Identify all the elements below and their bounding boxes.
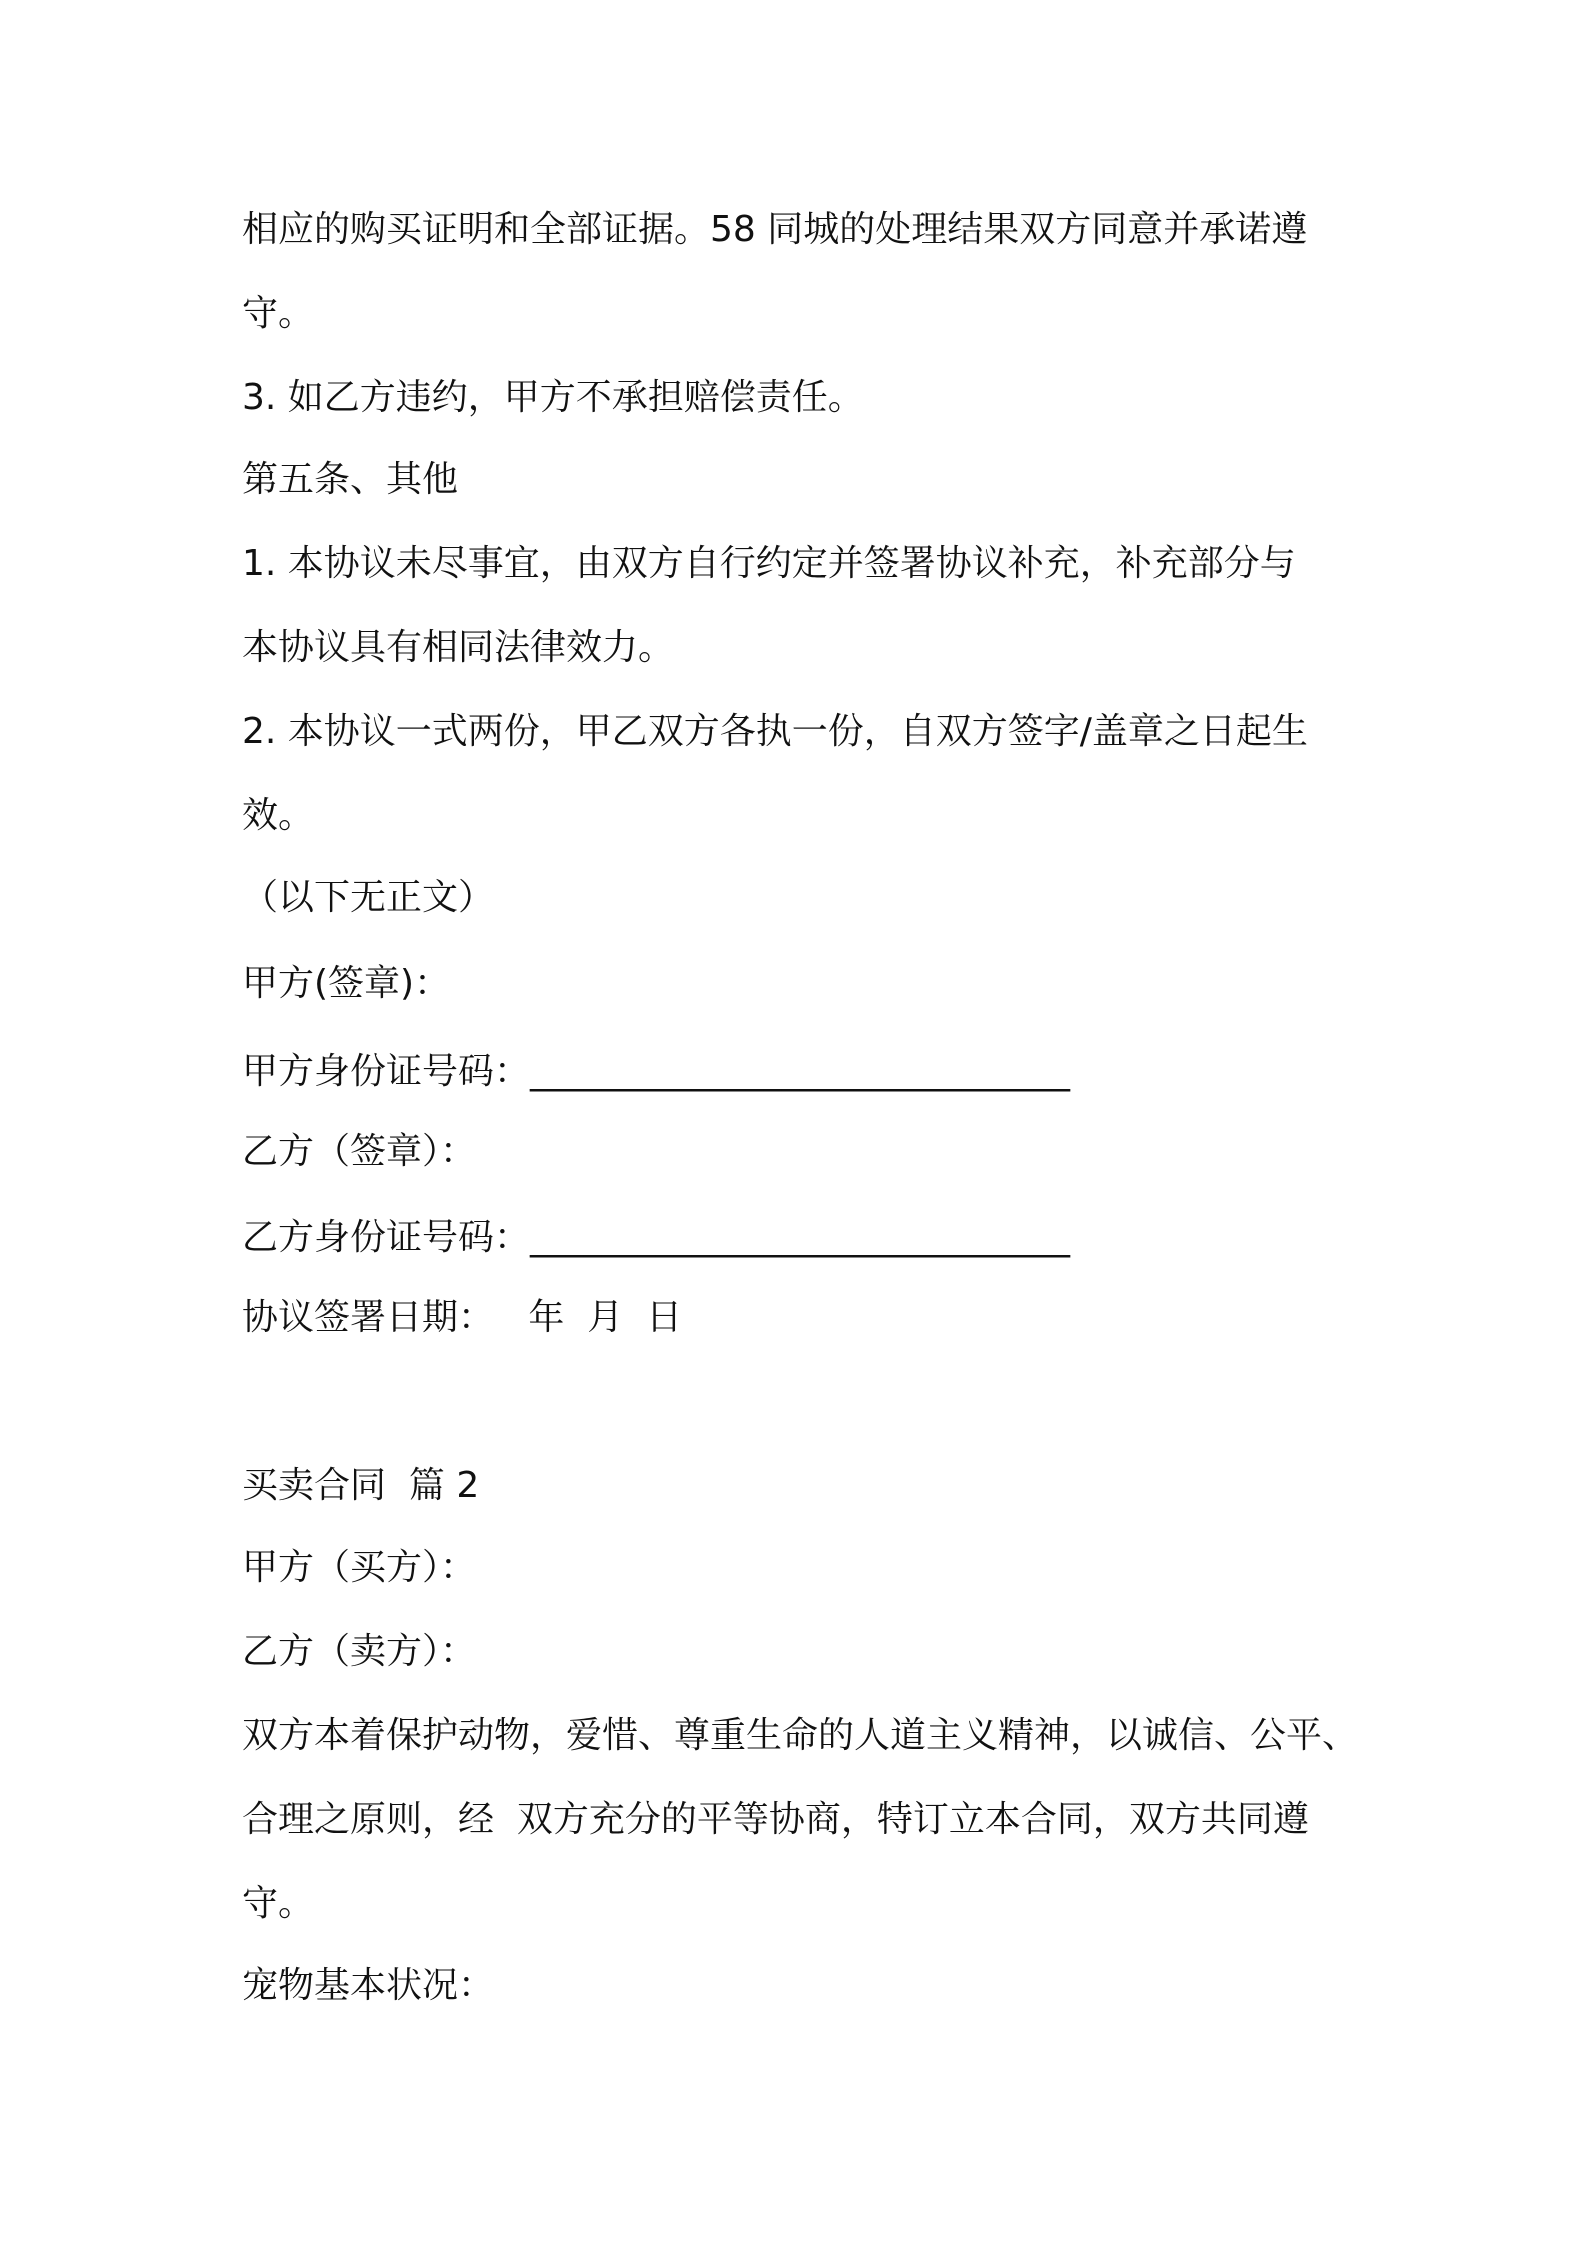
paragraph-line: 效。 — [242, 795, 315, 836]
paragraph-line: 3. 如乙方违约，甲方不承担赔偿责任。 — [242, 377, 864, 418]
id-number-line: 甲方身份证号码：______________________________ — [242, 1051, 1071, 1092]
signature-line: 乙方（签章）： — [242, 1131, 477, 1172]
paragraph-line: （以下无正文） — [242, 877, 495, 918]
party-line: 乙方（卖方）： — [242, 1631, 477, 1672]
paragraph-line: 守。 — [242, 1883, 315, 1924]
paragraph-line: 守。 — [242, 293, 315, 334]
section-heading: 宠物基本状况： — [242, 1965, 495, 2006]
date-line: 协议签署日期： 年 月 日 — [242, 1297, 683, 1338]
party-line: 甲方（买方）： — [242, 1547, 477, 1588]
paragraph-line: 本协议具有相同法律效力。 — [242, 627, 675, 668]
contract-heading: 买卖合同 篇 2 — [242, 1465, 480, 1506]
paragraph-line: 1. 本协议未尽事宜，由双方自行约定并签署协议补充，补充部分与 — [242, 543, 1296, 584]
id-number-line: 乙方身份证号码：______________________________ — [242, 1217, 1071, 1258]
paragraph-line: 2. 本协议一式两份，甲乙双方各执一份，自双方签字/盖章之日起生 — [242, 711, 1308, 752]
paragraph-line: 合理之原则，经 双方充分的平等协商，特订立本合同，双方共同遵 — [242, 1799, 1309, 1840]
paragraph-line: 相应的购买证明和全部证据。58 同城的处理结果双方同意并承诺遵 — [242, 209, 1308, 250]
signature-line: 甲方(签章)： — [242, 963, 451, 1004]
section-heading: 第五条、其他 — [242, 459, 459, 500]
paragraph-line: 双方本着保护动物，爱惜、尊重生命的人道主义精神，以诚信、公平、 — [242, 1715, 1359, 1756]
